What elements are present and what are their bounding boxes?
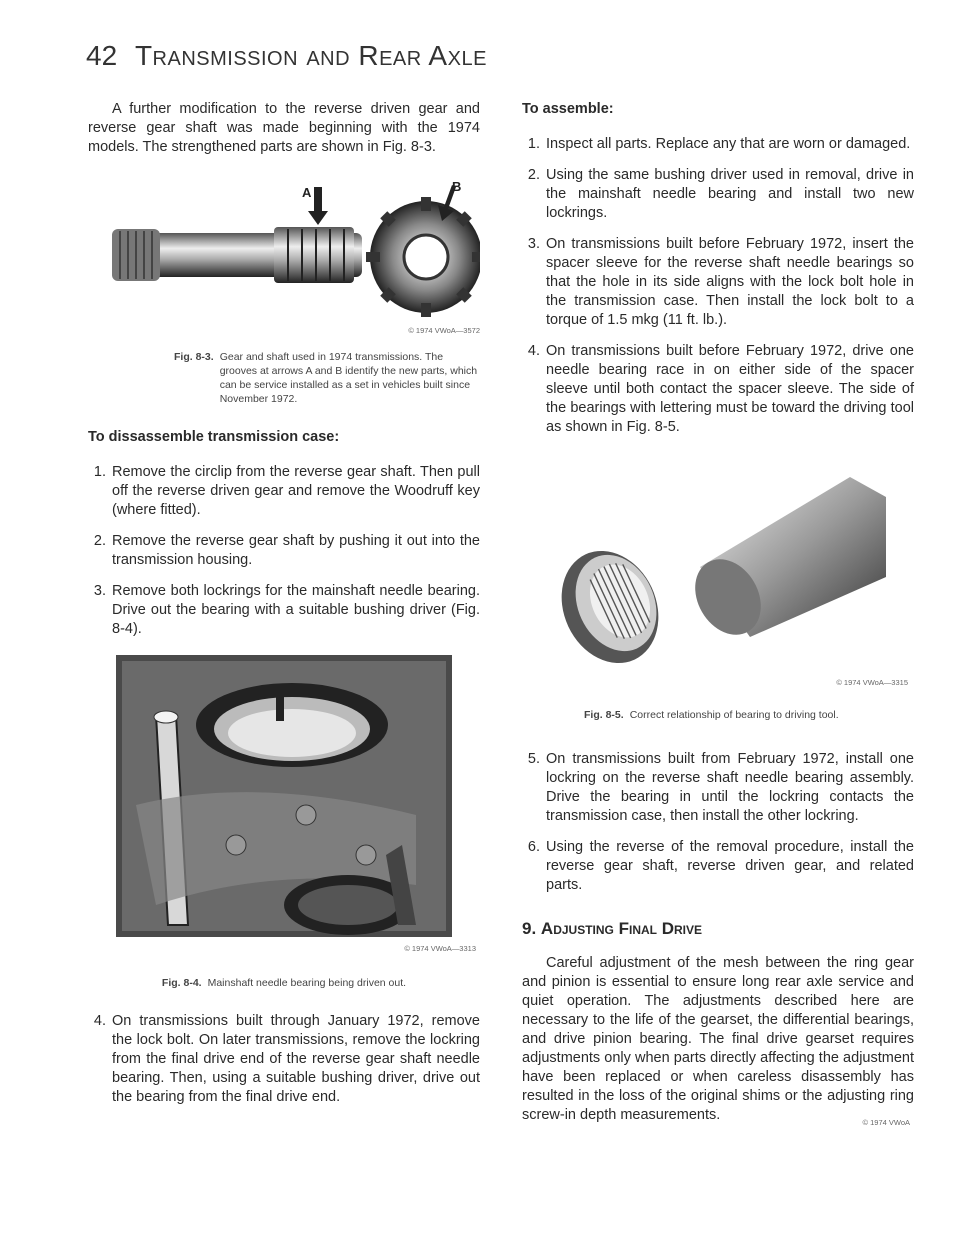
assemble-steps-b: [522, 750, 914, 895]
figure-8-4-credit: © 1974 VWoA—3313: [404, 944, 476, 953]
section-number: 9.: [522, 919, 537, 938]
arrow-b-label: B: [452, 179, 462, 194]
figure-8-3-label: Fig. 8-3.: [174, 351, 214, 363]
right-column: [522, 100, 914, 1145]
list-item: 5. On transmissions built from February 1972, install one lockring on the reverse shaft needle bearing assembly. Drive the bearing in until the lockring contacts the transmission case, then install the other lockring.: [527, 751, 914, 824]
section-paragraph: Careful adjustment of the mesh between the ring gear and pinion is essential to ensure long rear axle service and quiet operation. The adjustments described here are necessary to the life of the gearset, the differential bearings, and drive pinion bearing. The final drive gearset requires adjustments only when parts directly affecting the adjustment have been replaced or when careless disassembly has resulted in the loss of the original shims or the adjusting ring screw-in depth measurements.: [522, 955, 914, 1123]
arrow-a-label: A: [302, 185, 312, 200]
section-heading: [522, 919, 914, 938]
figure-8-5-credit: © 1974 VWoA—3315: [836, 678, 908, 687]
figure-8-3-caption: [88, 350, 480, 406]
footer-credit: © 1974 VWoA: [862, 1118, 910, 1127]
assemble-heading: To assemble:: [522, 101, 614, 117]
section-title: Adjusting Final Drive: [540, 919, 702, 938]
page-title: Transmission and Rear Axle: [134, 40, 487, 71]
figure-8-4-caption: [88, 976, 480, 990]
list-item: 2. Using the same bushing driver used in removal, drive in the mainshaft needle bearing and install two new lockrings.: [527, 167, 914, 221]
left-column: [88, 100, 480, 1119]
figure-8-4-label: Fig. 8-4.: [161, 977, 202, 989]
list-item: 4. On transmissions built through January 1972, remove the lock bolt. On later transmissions, remove the lockring from the final drive end of the reverse gear shaft needle bearing. Then, using a suitable bushing driver, drive out the bearing from the final drive end.: [93, 1013, 480, 1105]
list-item: 6. Using the reverse of the removal procedure, install the reverse gear shaft, reverse driven gear, and related parts.: [527, 839, 914, 893]
page-header: [86, 40, 487, 72]
disassemble-steps-a: [88, 463, 480, 639]
figure-8-5-label: Fig. 8-5.: [584, 709, 624, 721]
list-item: 1. Inspect all parts. Replace any that are worn or damaged.: [527, 136, 911, 152]
list-item: 1. Remove the circlip from the reverse gear shaft. Then pull off the reverse driven gear and remove the Woodruff key (where fitted).: [93, 464, 480, 518]
disassemble-heading: To dissassemble transmission case:: [88, 429, 340, 445]
disassemble-steps-b: [88, 1012, 480, 1107]
figure-8-4-image: [116, 655, 452, 937]
figure-8-3-image: [88, 177, 480, 319]
assemble-steps-a: [522, 135, 914, 437]
figure-8-5-caption-text: Correct relationship of bearing to driving tool.: [629, 709, 839, 721]
list-item: 2. Remove the reverse gear shaft by pushing it out into the transmission housing.: [93, 533, 480, 568]
figure-8-5-image: [550, 457, 886, 671]
page-number: 42: [86, 40, 118, 71]
figure-8-5-caption: [522, 708, 914, 722]
intro-paragraph: A further modification to the reverse driven gear and reverse gear shaft was made beginning with the 1974 models. The strengthened parts are shown in Fig. 8-3.: [88, 101, 480, 155]
figure-8-4-caption-text: Mainshaft needle bearing being driven out.: [207, 977, 407, 989]
list-item: 3. On transmissions built before February 1972, insert the spacer sleeve for the reverse shaft needle bearings so that the hole in its side aligns with the lock bolt hole in the transmission case. Then install the lock bolt to a torque of 1.5 mkg (11 ft. lb.).: [527, 236, 914, 328]
figure-8-3-credit: © 1974 VWoA—3572: [408, 326, 480, 335]
list-item: 3. Remove both lockrings for the mainshaft needle bearing. Drive out the bearing with a suitable bushing driver (Fig. 8-4).: [93, 583, 480, 637]
figure-8-3-caption-text: Gear and shaft used in 1974 transmissions. The grooves at arrows A and B identify the new parts, which can be service installed as a set in vehicles built since November 1972.: [219, 351, 478, 405]
list-item: 4. On transmissions built before February 1972, drive one needle bearing race in on either side of the spacer sleeve until both contact the spacer sleeve. The side of the bearings with lettering must be toward the driving tool as shown in Fig. 8-5.: [527, 343, 914, 435]
